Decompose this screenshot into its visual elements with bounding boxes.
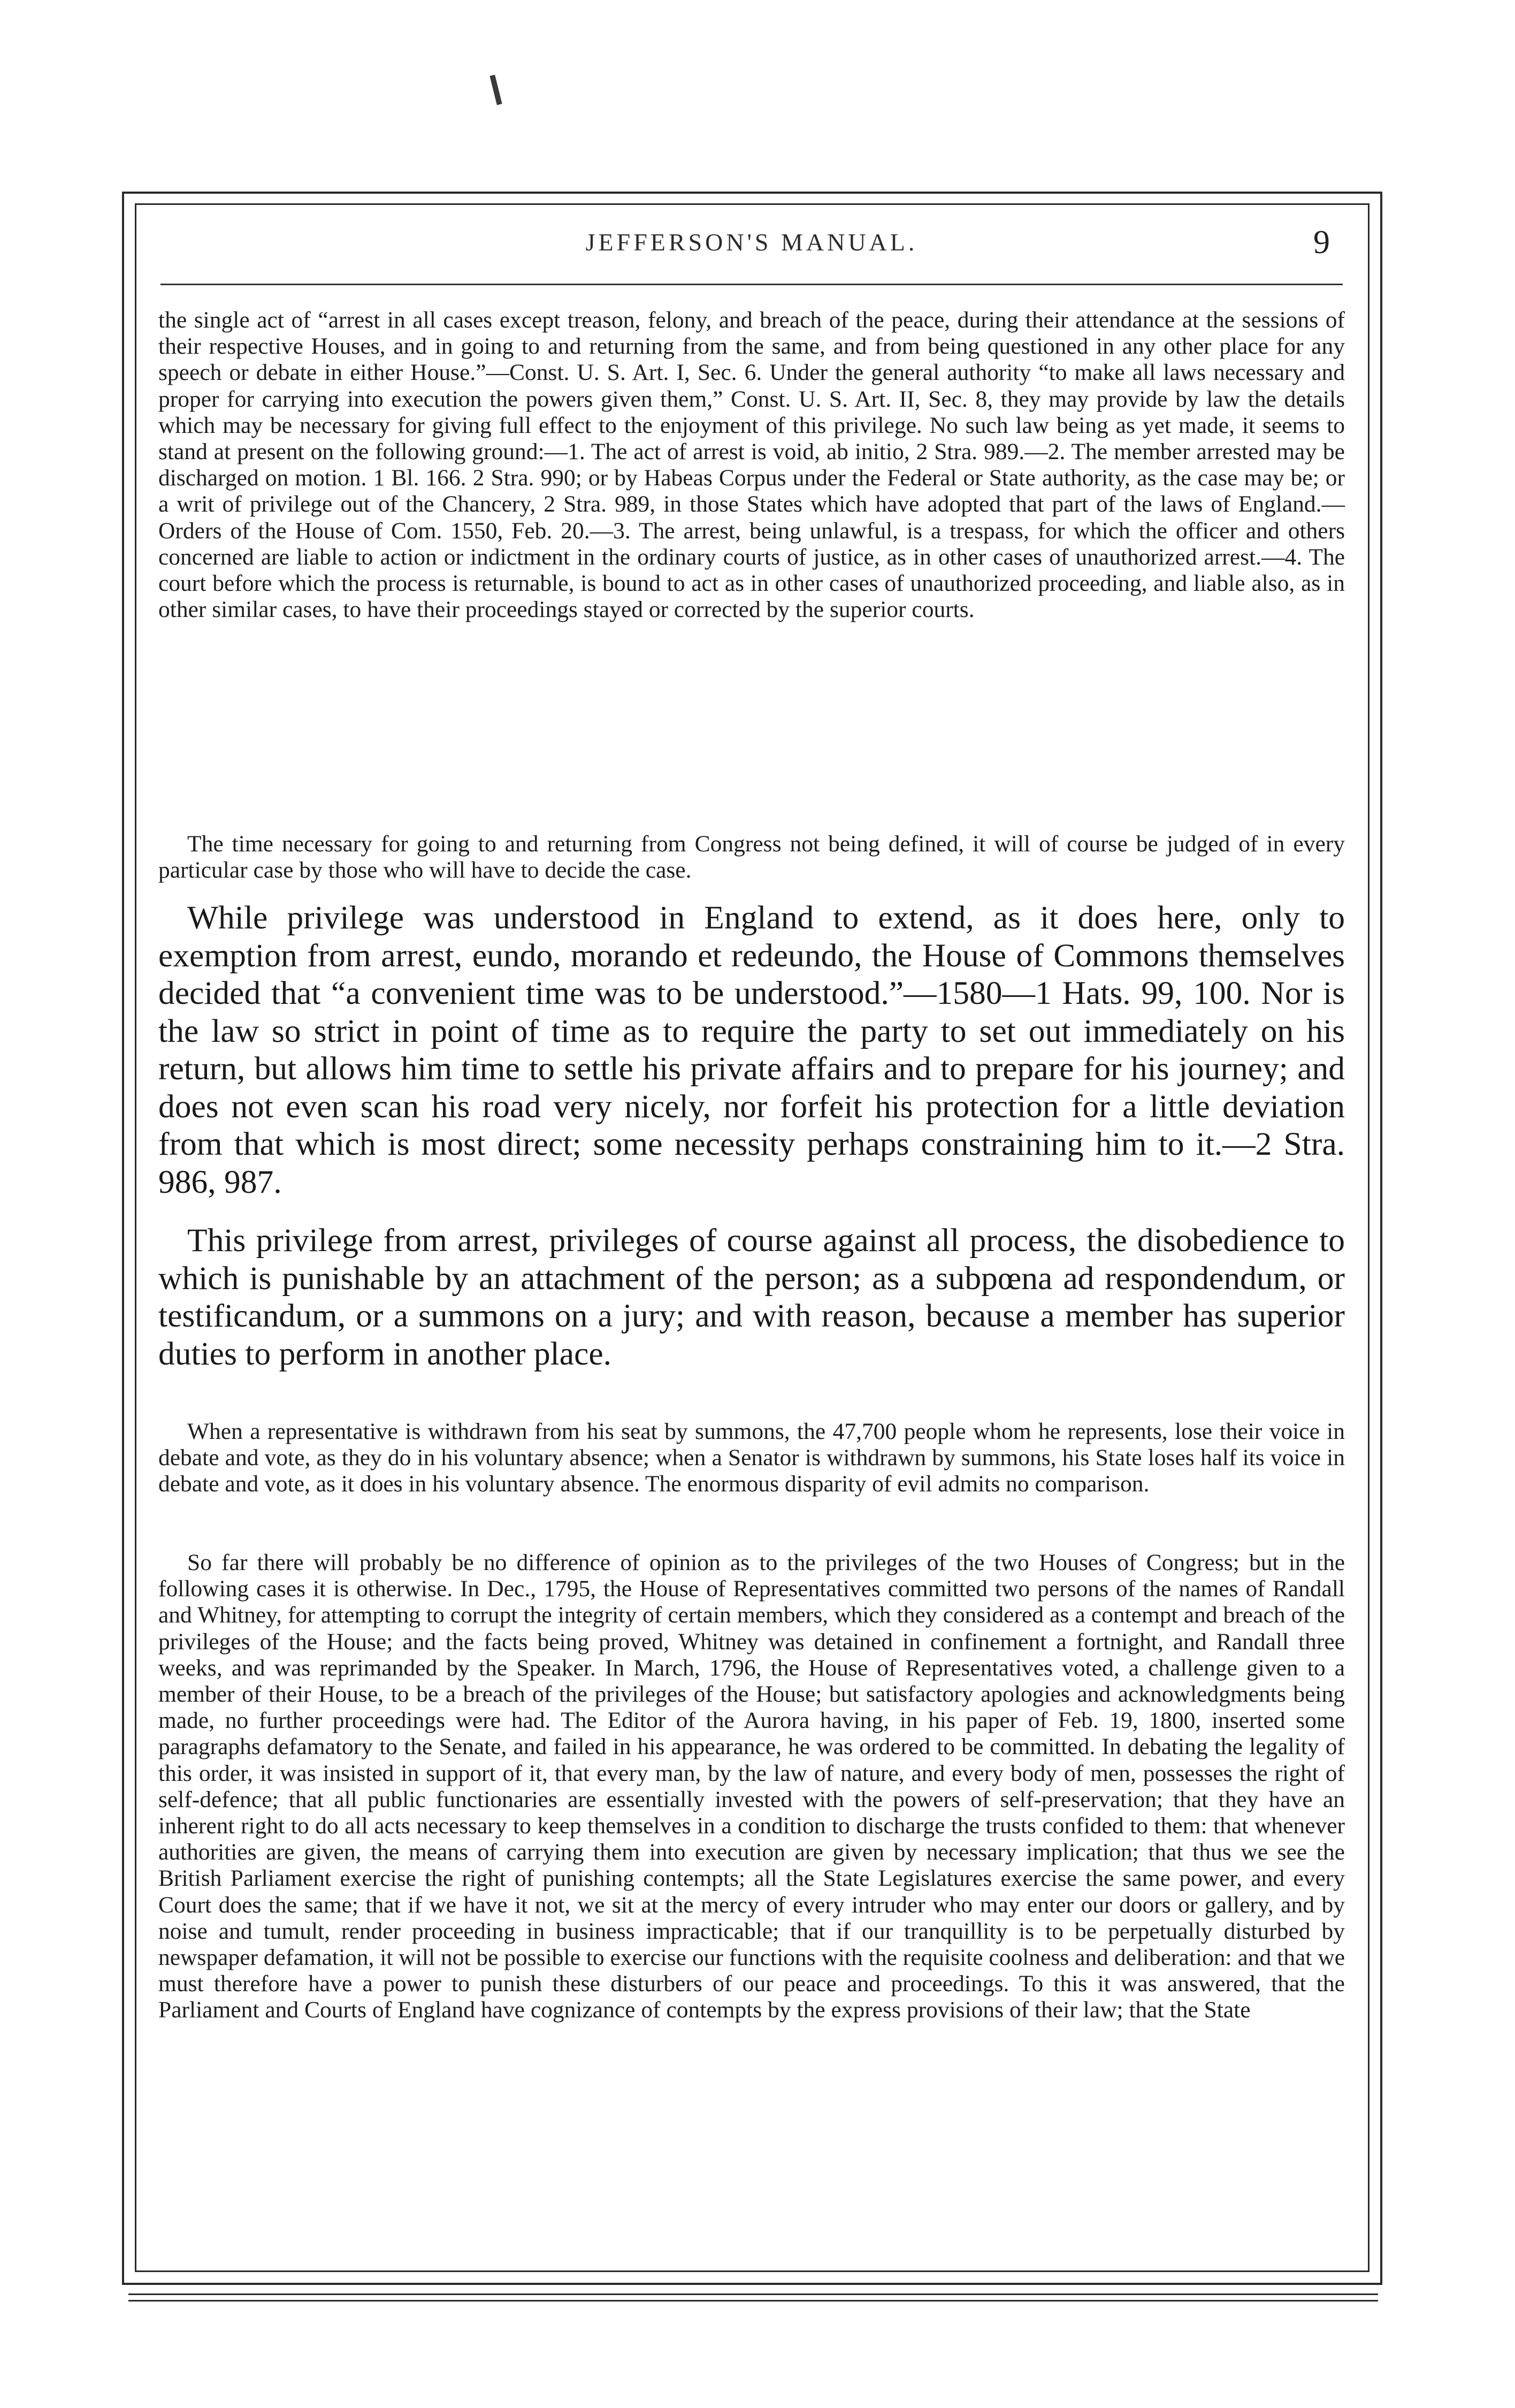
paragraph-representative-withdrawn: When a representative is withdrawn from his seat by summons, the 47,700 people whom he represents, lose their voice in debate and vote, as they do in his voluntary absence; when a Senator is withdrawn by summons, his State loses half its voice in debate and vote, as it does in his voluntary absence. The enormous disparity of evil admits no comparison.	[158, 1419, 1345, 1497]
paragraph-time-necessary: The time necessary for going to and returning from Congress not being defined, it will of course be judged of in every particular case by those who will have to decide the case.	[158, 831, 1345, 883]
bottom-rule-upper	[128, 2293, 1378, 2295]
paragraph-contempt-cases: So far there will probably be no difference of opinion as to the privileges of the two Houses of Congress; but in the following cases it is otherwise. In Dec., 1795, the House of Representatives committed two persons of the names of Randall and Whitney, for attempting to corrupt the integrity of certain members, which they considered as a contempt and breach of the privileges of the House; and the facts being proved, Whitney was detained in confinement a fortnight, and Randall three weeks, and was reprimanded by the Speaker. In March, 1796, the House of Representatives voted, a challenge given to a member of their House, to be a breach of the privileges of the House; but satisfactory apologies and acknowledgments being made, no further proceedings were had. The Editor of the Aurora having, in his paper of Feb. 19, 1800, inserted some paragraphs defamatory to the Senate, and failed in his appearance, he was ordered to be committed. In debating the legality of this order, it was insisted in support of it, that every man, by the law of nature, and every body of men, possesses the right of self-defence; that all public functionaries are essentially invested with the powers of self-preservation; that they have an inherent right to do all acts necessary to keep themselves in a condition to discharge the trusts confided to them: that whenever authorities are given, the means of carrying them into execution are given by necessary implication; that thus we see the British Parliament exercise the right of punishing contempts; all the State Legislatures exercise the same power, and every Court does the same; that if we have it not, we sit at the mercy of every intruder who may enter our doors or gallery, and by noise and tumult, render proceeding in business impracticable; that if our tranquillity is to be perpetually disturbed by newspaper defamation, it will not be possible to exercise our functions with the requisite coolness and deliberation: and that we must therefore have a power to punish these disturbers of our peace and proceedings. To this it was answered, that the Parliament and Courts of England have cognizance of contempts by the express provisions of their law; that the State	[158, 1550, 1345, 2023]
running-head	[160, 224, 1343, 265]
page-number: 9	[1313, 224, 1330, 261]
bottom-rule-lower	[128, 2300, 1378, 2302]
paragraph-constitutional-privilege: the single act of “arrest in all cases except treason, felony, and breach of the peace, during their attendance at the sessions of their respective Houses, and in going to and returning from the same, and from being questioned in any other place for any speech or debate in either House.”—Const. U. S. Art. I, Sec. 6. Under the general authority “to make all laws necessary and proper for carrying into execution the powers given them,” Const. U. S. Art. II, Sec. 8, they may provide by law the details which may be necessary for giving full effect to the enjoyment of this privilege. No such law being as yet made, it seems to stand at present on the following ground:—1. The act of arrest is void, ab initio, 2 Stra. 989.—2. The member arrested may be discharged on motion. 1 Bl. 166. 2 Stra. 990; or by Habeas Corpus under the Federal or State authority, as the case may be; or a writ of privilege out of the Chancery, 2 Stra. 989, in those States which have adopted that part of the laws of England.—Orders of the House of Com. 1550, Feb. 20.—3. The arrest, being unlawful, is a trespass, for which the officer and others concerned are liable to action or indictment in the ordinary courts of justice, as in other cases of unauthorized arrest.—4. The court before which the process is returnable, is bound to act as in other cases of unauthorized proceeding, and liable also, as in other similar cases, to have their proceedings stayed or corrected by the superior courts.	[158, 307, 1345, 623]
paragraph-privilege-england: While privilege was understood in England to extend, as it does here, only to exemption from arrest, eundo, morando et redeundo, the House of Commons themselves decided that “a convenient time was to be understood.”—1580—1 Hats. 99, 100. Nor is the law so strict in point of time as to require the party to set out immediately on his return, but allows him time to settle his private affairs and to prepare for his journey; and does not even scan his road very nicely, nor forfeit his protection for a little deviation from that which is most direct; some necessity perhaps constraining him to it.—2 Stra. 986, 987.	[158, 900, 1345, 1200]
paragraph-privilege-from-arrest: This privilege from arrest, privileges of course against all process, the disobedience to which is punishable by an attachment of the person; as a subpœna ad respondendum, or testificandum, or a summons on a jury; and with reason, because a member has superior duties to perform in another place.	[158, 1222, 1345, 1372]
ink-mark	[489, 75, 502, 105]
header-rule	[160, 284, 1343, 285]
running-title: JEFFERSON'S MANUAL.	[585, 228, 918, 256]
